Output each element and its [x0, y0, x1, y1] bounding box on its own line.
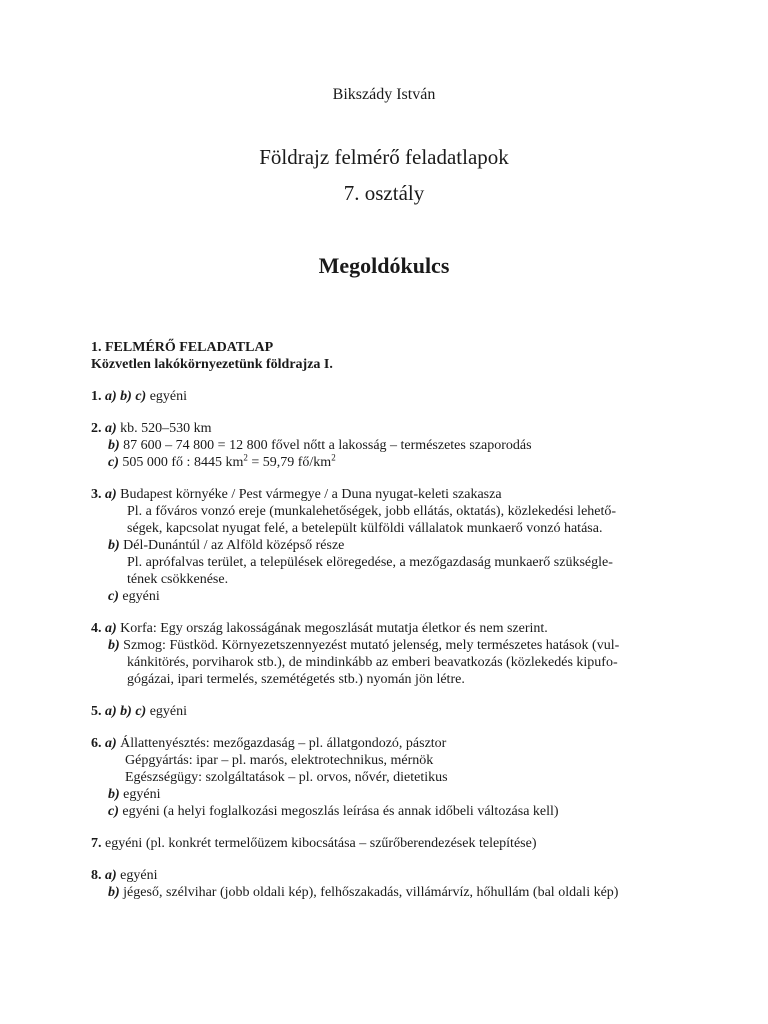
- answer-text: Dél-Dunántúl / az Alföld középső része: [123, 538, 345, 553]
- answer-3a-line1: Pl. a főváros vonzó ereje (munkalehetőségek, jobb ellátás, oktatás), közlekedési lehető-: [127, 504, 617, 519]
- section-subtitle: Közvetlen lakókörnyezetünk földrajza I.: [91, 357, 333, 372]
- answer-4a: [91, 620, 681, 637]
- answer-3b: [91, 537, 681, 554]
- answer-label: a): [105, 487, 117, 502]
- answer-1: [91, 388, 681, 405]
- answer-labels: a) b) c): [105, 704, 147, 719]
- answer-6c: [91, 803, 681, 820]
- answer-label: a): [105, 736, 117, 751]
- answer-text: egyéni: [149, 389, 188, 404]
- question-number: 6.: [91, 736, 102, 751]
- author-name: Bikszády István: [332, 86, 436, 103]
- answer-label: a): [105, 421, 117, 436]
- question-number: 4.: [91, 621, 102, 636]
- answer-label: c): [108, 804, 119, 819]
- answer-label: a): [105, 868, 117, 883]
- answer-3c: [91, 588, 681, 605]
- answer-text: egyéni: [122, 589, 160, 604]
- answer-6b: [91, 786, 681, 803]
- answer-6a-line2: Gépgyártás: ipar – pl. marós, elektrotechnikus, mérnök: [125, 753, 434, 768]
- answer-text: egyéni (a helyi foglalkozási megoszlás leírása és annak időbeli változása kell): [122, 804, 559, 819]
- answer-7: [91, 835, 681, 852]
- answer-text: Szmog: Füstköd. Környezetszennyezést mutató jelenség, mely természetes hatások (vul-: [123, 638, 620, 653]
- answer-text: Budapest környéke / Pest vármegye / a Duna nyugat-keleti szakasza: [120, 487, 502, 502]
- question-number: 8.: [91, 868, 102, 883]
- question-number: 5.: [91, 704, 102, 719]
- answer-4b-line2: kánkitörés, porviharok stb.), de mindinkább az emberi beavatkozás (közlekedés kipufo-: [127, 655, 618, 670]
- superscript: 2: [331, 452, 336, 463]
- answer-3b-line2: tének csökkenése.: [127, 572, 229, 587]
- answer-label: a): [105, 621, 117, 636]
- answer-3a: [91, 486, 681, 503]
- answer-label: b): [108, 885, 120, 900]
- answer-text: kb. 520–530 km: [120, 421, 212, 436]
- answer-text: Állattenyésztés: mezőgazdaság – pl. állatgondozó, pásztor: [120, 736, 447, 751]
- answer-label: b): [108, 438, 120, 453]
- question-number: 1.: [91, 389, 102, 404]
- answer-6a: [91, 735, 681, 752]
- answer-2b: [91, 437, 681, 454]
- answer-label: c): [108, 589, 119, 604]
- answer-label: b): [108, 638, 120, 653]
- answer-3a-line2: ségek, kapcsolat nyugat felé, a betelepült külföldi vállalatok munkaerő vonzó hatása.: [127, 521, 603, 536]
- answer-8a: [91, 867, 681, 884]
- answers-body: [91, 339, 681, 901]
- question-number: 7.: [91, 836, 102, 851]
- answer-label: b): [108, 787, 120, 802]
- grade-level: 7. osztály: [343, 181, 425, 205]
- answer-text: egyéni: [149, 704, 188, 719]
- section-title: 1. FELMÉRŐ FELADATLAP: [91, 340, 274, 355]
- question-number: 3.: [91, 487, 102, 502]
- answer-text: 505 000 fő : 8445 km: [122, 455, 244, 470]
- answer-text: 87 600 – 74 800 = 12 800 fővel nőtt a lakosság – természetes szaporodás: [123, 438, 532, 453]
- question-number: 2.: [91, 421, 102, 436]
- superscript: 2: [243, 452, 248, 463]
- document-title: Földrajz felmérő feladatlapok: [259, 145, 509, 169]
- answer-8b: [91, 884, 681, 901]
- answer-text: egyéni: [123, 787, 161, 802]
- answer-2a: [91, 420, 681, 437]
- answer-text: Korfa: Egy ország lakosságának megoszlását mutatja életkor és nem szerint.: [120, 621, 548, 636]
- answer-key-heading: Megoldókulcs: [318, 253, 450, 278]
- answer-labels: a) b) c): [105, 389, 147, 404]
- answer-3b-line1: Pl. aprófalvas terület, a települések elöregedése, a mezőgazdaság munkaerő szükségle-: [127, 555, 613, 570]
- answer-label: c): [108, 455, 119, 470]
- answer-4b-line3: gógázai, ipari termelés, szemétégetés stb.) nyomán jön létre.: [127, 672, 465, 687]
- answer-2c: [91, 454, 681, 471]
- answer-text: jégeső, szélvihar (jobb oldali kép), felhőszakadás, villámárvíz, hőhullám (bal oldali kép): [123, 885, 619, 900]
- answer-text: = 59,79 fő/km: [247, 455, 332, 470]
- answer-text: egyéni: [120, 868, 158, 883]
- answer-6a-line3: Egészségügy: szolgáltatások – pl. orvos, nővér, dietetikus: [125, 770, 448, 785]
- answer-text: egyéni (pl. konkrét termelőüzem kibocsátása – szűrőberendezések telepítése): [105, 836, 537, 851]
- answer-4b: [91, 637, 681, 654]
- answer-5: [91, 703, 681, 720]
- answer-label: b): [108, 538, 120, 553]
